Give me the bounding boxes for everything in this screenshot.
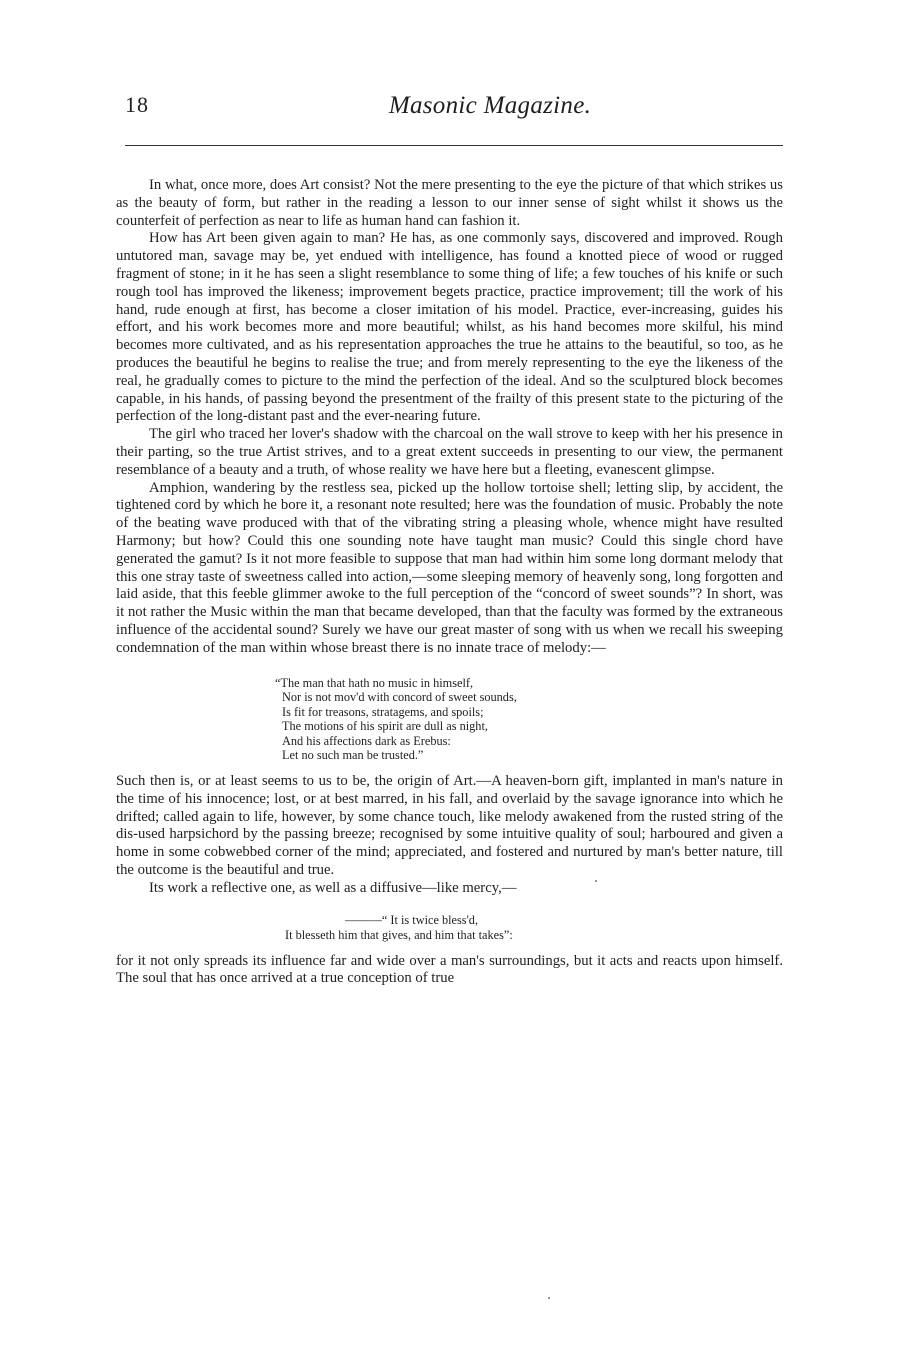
print-speck — [595, 880, 597, 882]
paragraph-6: Its work a reflective one, as well as a diffusive—like mercy,— — [149, 879, 517, 896]
poem-line: The motions of his spirit are dull as night, — [282, 719, 488, 734]
print-speck — [548, 1297, 550, 1299]
paragraph-7: for it not only spreads its influence far and wide over a man's surroundings, but it acts and reacts upon himself. The soul that has once arrived at a true conception of true — [116, 952, 783, 987]
quote-line: ———“ It is twice bless'd, — [345, 912, 479, 927]
poem-line: Is fit for treasons, stratagems, and spoils; — [282, 704, 484, 719]
poem-line: “The man that hath no music in himself, — [275, 675, 474, 690]
mercy-quotation — [285, 913, 783, 943]
paragraph-4: Amphion, wandering by the restless sea, picked up the hollow tortoise shell; letting slip, by accident, the tightened cord by which he bore it, a resonant note resulted; here was the foundation of music. Probably the note of the beating wave produced with that of the vibrating string a pleasing whole, whence might have resulted Harmony; but how? Could this one sounding note have taught man music? Could this single chord have generated the gamut? Is it not more feasible to suppose that man had within him some long dormant melody that this one stray taste of sweetness called into action,—some sleeping memory of heavenly song, long forgotten and laid aside, that this feeble glimmer awoke to the full perception of the “concord of sweet sounds”? In short, was it not rather the Music within the man that became developed, than that the faculty was formed by the extraneous influence of the accidental sound? Surely we have our great master of song with us when we recall his sweeping condemnation of the man within whose breast there is no innate trace of melody:— — [116, 479, 783, 656]
paragraph-2: How has Art been given again to man? He has, as one commonly says, discovered and improved. Rough untutored man, savage may be, yet endued with intelligence, has found a knotted piece of wood or rugged fragment of stone; in it he has seen a slight resemblance to some thing of life; a few touches of his knife or such rough tool has improved the likeness; improvement begets practice, practice improvement; till the work of his hand, rude enough at first, has become a closer imitation of his model. Practice, ever-increasing, guides his effort, and his work becomes more and more beautiful; whilst, as his hand becomes more skilful, his mind becomes more cultivated, and as his representation approaches the true he attains to the beautiful, so too, as he produces the beautiful he begins to realise the true; and from merely representing to the eye the likeness of the real, he gradually comes to picture to the mind the perfection of the ideal. And so the sculptured block becomes capable, in his hands, of passing beyond the presentment of the frailty of this present state to the picturing of the perfection of the long-distant past and the ever-nearing future. — [116, 230, 783, 425]
paragraph-5: Such then is, or at least seems to us to be, the origin of Art.—A heaven-born gift, implanted in man's nature in the time of his innocence; lost, or at best marred, in his fall, and overlaid by the savage ignorance into which he drifted; called again to life, however, by some chance touch, like melody awakened from the rusted string of the dis-used harpsichord by the passing breeze; recognised by some intuitive quality of soul; harboured and given a home in some cobwebbed corner of the mind; appreciated, and fostered and nurtured by man's better nature, till the outcome is the beautiful and true. — [116, 773, 783, 879]
poem-line: Let no such man be trusted.” — [282, 748, 424, 763]
poem-line: Nor is not mov'd with concord of sweet sounds, — [282, 690, 517, 705]
article-body — [116, 177, 783, 988]
poem-quotation — [275, 676, 783, 764]
running-title: Masonic Magazine. — [388, 92, 592, 119]
page-number: 18 — [125, 92, 149, 117]
paragraph-1: In what, once more, does Art consist? Not the mere presenting to the eye the picture of that which strikes us as the beauty of form, but rather in the reading a lesson to our inner sense of sight whilst it shows us the counterfeit of perfection as near to life as human hand can fashion it. — [116, 177, 783, 229]
paragraph-3: The girl who traced her lover's shadow with the charcoal on the wall strove to keep with her his presence in their parting, so the true Artist strives, and to a great extent succeeds in presenting to our view, the permanent resemblance of a beauty and a truth, of whose reality we have here but a fleeting, evanescent glimpse. — [116, 426, 783, 478]
quote-line: It blesseth him that gives, and him that takes”: — [285, 927, 513, 942]
header-rule — [125, 145, 783, 146]
poem-line: And his affections dark as Erebus: — [282, 733, 451, 748]
page-header — [125, 92, 783, 128]
